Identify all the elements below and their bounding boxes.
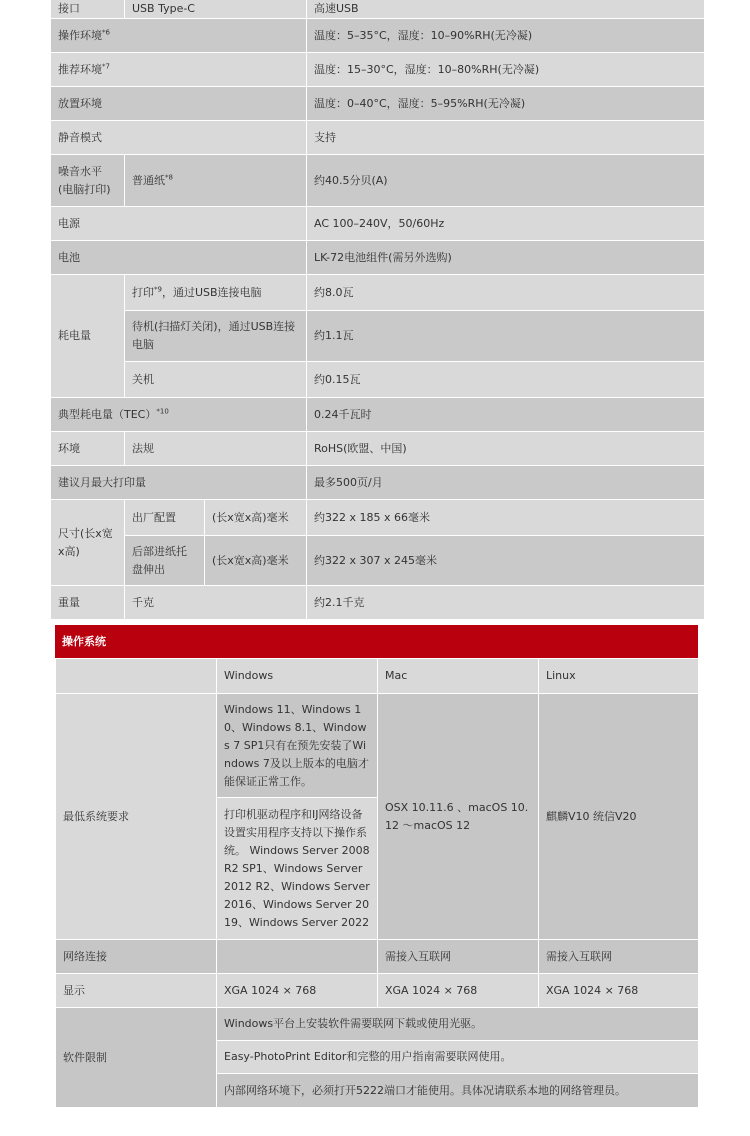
spec-value: AC 100–240V，50/60Hz	[307, 207, 705, 241]
spec-label: 电源	[51, 207, 307, 241]
spec-row-consumption-print	[51, 275, 705, 311]
os-section-header: 操作系统	[55, 625, 698, 658]
spec-sub: USB Type-C	[125, 0, 307, 19]
spec-row-environment	[51, 432, 705, 466]
spec-value: 约322 x 185 x 66毫米	[307, 500, 705, 536]
spec-label: 典型耗电量（TEC）$^{*10}$	[51, 398, 307, 432]
os-table	[55, 658, 699, 1108]
os-col-windows: Windows	[217, 659, 378, 694]
os-software-line-2: Easy-PhotoPrint Editor和完整的用户指南需要联网使用。	[217, 1041, 699, 1074]
spec-row-silent-mode	[51, 121, 705, 155]
os-display-mac: XGA 1024 × 768	[378, 974, 539, 1008]
spec-label: 电池	[51, 241, 307, 275]
os-display-windows: XGA 1024 × 768	[217, 974, 378, 1008]
spec-label: 重量	[51, 586, 125, 620]
spec-row-noise	[51, 155, 705, 207]
os-network-mac: 需接入互联网	[378, 940, 539, 974]
spec-label: 耗电量	[51, 275, 125, 398]
spec-value: 约1.1瓦	[307, 311, 705, 362]
os-display-linux: XGA 1024 × 768	[539, 974, 699, 1008]
os-min-req-windows-2: 打印机驱动程序和IJ网络设备设置实用程序支持以下操作系统。 Windows Server 2008 R2 SP1、Windows Server 2012 R2、Windows Server 2016、Windows Server 2019、Windows Server 2022	[217, 798, 378, 940]
spec-value: LK-72电池组件(需另外选购)	[307, 241, 705, 275]
spec-value: 约322 x 307 x 245毫米	[307, 536, 705, 586]
spec-value: 约0.15瓦	[307, 362, 705, 398]
spec-label: 接口	[51, 0, 125, 19]
spec-row-monthly-volume	[51, 466, 705, 500]
spec-label: 静音模式	[51, 121, 307, 155]
spec-label: 环境	[51, 432, 125, 466]
spec-row-consumption-standby	[51, 311, 705, 362]
spec-value: 约8.0瓦	[307, 275, 705, 311]
spec-sub: 关机	[125, 362, 307, 398]
os-min-req-label: 最低系统要求	[56, 694, 217, 940]
spec-sub: 待机(扫描灯关闭)，通过USB连接电脑	[125, 311, 307, 362]
spec-sub: 千克	[125, 586, 307, 620]
spec-value: RoHS(欧盟、中国)	[307, 432, 705, 466]
os-row-display	[56, 974, 699, 1008]
spec-label: 噪音水平(电脑打印)	[51, 155, 125, 207]
os-software-line-3: 内部网络环境下，必须打开5222端口才能使用。具体况请联系本地的网络管理员。	[217, 1074, 699, 1108]
os-network-label: 网络连接	[56, 940, 217, 974]
os-software-label: 软件限制	[56, 1008, 217, 1108]
os-software-line-1: Windows平台上安装软件需要联网下载或使用光驱。	[217, 1008, 699, 1041]
spec-row-interface	[51, 0, 705, 19]
os-col-linux: Linux	[539, 659, 699, 694]
spec-row-battery	[51, 241, 705, 275]
spec-value: 高速USB	[307, 0, 705, 19]
spec-row-consumption-off	[51, 362, 705, 398]
spec-row-storage-env	[51, 87, 705, 121]
spec-row-size-tray	[51, 536, 705, 586]
spec-value: 约2.1千克	[307, 586, 705, 620]
spec-value: 约40.5分贝(A)	[307, 155, 705, 207]
spec-sub: 法规	[125, 432, 307, 466]
os-col-mac: Mac	[378, 659, 539, 694]
spec-row-size-factory	[51, 500, 705, 536]
os-row-network	[56, 940, 699, 974]
os-row-min-req-1	[56, 694, 699, 798]
os-network-linux: 需接入互联网	[539, 940, 699, 974]
spec-label: 尺寸(长x宽x高)	[51, 500, 125, 586]
os-header-row	[56, 659, 699, 694]
spec-value: 温度：15–30°C，湿度：10–80%RH(无冷凝)	[307, 53, 705, 87]
os-min-req-linux: 麒麟V10 统信V20	[539, 694, 699, 940]
spec-sub: 出厂配置	[125, 500, 205, 536]
os-min-req-windows-1: Windows 11、Windows 10、Windows 8.1、Windows 7 SP1只有在预先安装了Windows 7及以上版本的电脑才能保证正常工作。	[217, 694, 378, 798]
spec-value: 支持	[307, 121, 705, 155]
spec-label: 操作环境$^{*6}$	[51, 19, 307, 53]
spec-label: 放置环境	[51, 87, 307, 121]
spec-row-recommended-env	[51, 53, 705, 87]
spec-unit: (长x宽x高)毫米	[205, 500, 307, 536]
spec-value: 温度：0–40°C，湿度：5–95%RH(无冷凝)	[307, 87, 705, 121]
spec-value: 温度：5–35°C，湿度：10–90%RH(无冷凝)	[307, 19, 705, 53]
spec-value: 最多500页/月	[307, 466, 705, 500]
spec-row-weight	[51, 586, 705, 620]
os-header-blank	[56, 659, 217, 694]
os-min-req-mac: OSX 10.11.6 、macOS 10.12 ～macOS 12	[378, 694, 539, 940]
os-network-windows	[217, 940, 378, 974]
spec-row-tec	[51, 398, 705, 432]
spec-sub: 普通纸$^{*8}$	[125, 155, 307, 207]
spec-value: 0.24千瓦时	[307, 398, 705, 432]
spec-label: 推荐环境$^{*7}$	[51, 53, 307, 87]
spec-row-operating-env	[51, 19, 705, 53]
spec-row-power	[51, 207, 705, 241]
spec-label: 建议月最大打印量	[51, 466, 307, 500]
os-row-software-1	[56, 1008, 699, 1041]
os-display-label: 显示	[56, 974, 217, 1008]
spec-sub: 后部进纸托盘伸出	[125, 536, 205, 586]
spec-sub: 打印$^{*9}$，通过USB连接电脑	[125, 275, 307, 311]
spec-unit: (长x宽x高)毫米	[205, 536, 307, 586]
spec-table	[50, 0, 705, 620]
